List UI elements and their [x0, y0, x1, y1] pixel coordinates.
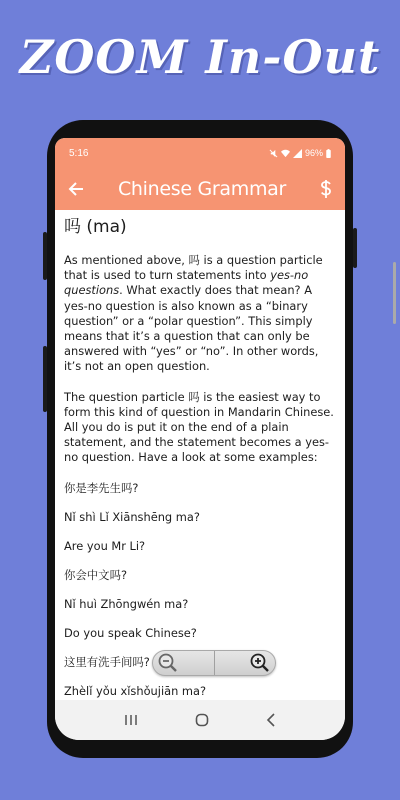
- status-bar: [55, 138, 345, 168]
- dollar-icon[interactable]: [319, 179, 333, 199]
- system-nav-bar: [55, 700, 345, 740]
- zoom-out-button[interactable]: [153, 651, 215, 675]
- example-line: 这里有洗手间吗?: [64, 654, 150, 669]
- battery-icon: [326, 149, 331, 158]
- article-paragraph: [64, 253, 336, 375]
- paragraph-text: As mentioned above, 吗 is a question particle that is used to turn statements into: [64, 253, 323, 283]
- back-arrow-icon[interactable]: [67, 180, 85, 198]
- example-line: Zhèlǐ yǒu xǐshǒujiān ma?: [64, 683, 207, 698]
- article-paragraph: The question particle 吗 is the easiest way to form this kind of question in Mandarin Chinese. All you do is put it on the end of a plain statement, and the statement becomes a yes-no question. Have a look at some examples:: [64, 389, 334, 465]
- zoom-in-icon: [249, 652, 271, 674]
- paragraph-text: . What exactly does that mean? A yes-no question is also known as a “binary question” or a “polar question”. This simply means that it’s a question that can only be answered with “yes” or “no”. In other words, it’s not an open question.: [64, 283, 319, 374]
- mute-icon: [269, 149, 278, 158]
- power-button: [43, 232, 47, 280]
- example-line: Nǐ huì Zhōngwén ma?: [64, 596, 189, 611]
- recents-icon[interactable]: [124, 714, 138, 726]
- battery-percent: 96%: [304, 148, 323, 158]
- article-content[interactable]: [55, 210, 345, 700]
- content-scrollbar[interactable]: [393, 262, 396, 324]
- volume-button: [43, 346, 47, 412]
- back-nav-icon[interactable]: [266, 713, 276, 727]
- example-line: Are you Mr Li?: [64, 538, 146, 553]
- app-bar: [55, 168, 345, 210]
- example-line: 你是李先生吗?: [64, 480, 139, 495]
- zoom-in-button[interactable]: [215, 651, 276, 675]
- signal-icon: [293, 149, 302, 158]
- status-icons: [269, 148, 331, 158]
- example-line: Nǐ shì Lǐ Xiānshēng ma?: [64, 509, 200, 524]
- article-heading: 吗 (ma): [64, 217, 127, 237]
- zoom-control: [152, 650, 276, 676]
- side-button-right: [353, 228, 357, 268]
- example-line: Do you speak Chinese?: [64, 625, 197, 640]
- wifi-icon: [281, 149, 290, 158]
- home-icon[interactable]: [195, 713, 209, 727]
- zoom-out-icon: [157, 652, 179, 674]
- paragraph-emphasis: yes-no questions: [64, 268, 309, 298]
- app-title: Chinese Grammar: [117, 178, 287, 200]
- promo-title: ZOOM In-Out: [19, 30, 381, 84]
- example-line: 你会中文吗?: [64, 567, 127, 582]
- status-time: 5:16: [69, 147, 89, 159]
